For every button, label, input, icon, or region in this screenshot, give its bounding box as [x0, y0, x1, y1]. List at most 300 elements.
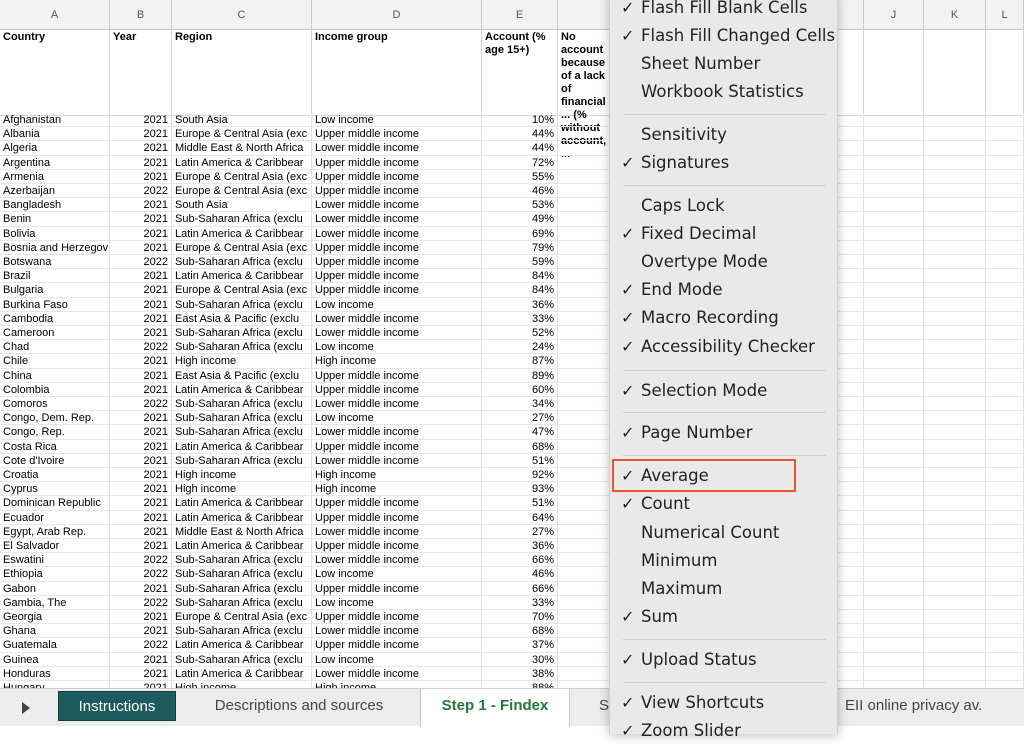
cell-empty[interactable]	[924, 212, 986, 226]
cell-country[interactable]: Albania	[0, 127, 110, 141]
cell-account[interactable]: 84%	[482, 283, 558, 297]
cell-empty[interactable]	[864, 141, 924, 155]
cell-income-group[interactable]: Low income	[312, 298, 482, 312]
table-row[interactable]	[0, 170, 1024, 184]
cell-empty[interactable]	[558, 582, 610, 596]
cell-empty[interactable]	[924, 496, 986, 510]
cell-empty[interactable]	[986, 113, 1024, 127]
cell-empty[interactable]	[924, 468, 986, 482]
cell-income-group[interactable]: Low income	[312, 567, 482, 581]
cell-empty[interactable]	[558, 440, 610, 454]
cell-empty[interactable]	[838, 567, 864, 581]
cell-account[interactable]: 68%	[482, 440, 558, 454]
cell-account[interactable]: 53%	[482, 198, 558, 212]
cell-year[interactable]: 2022	[110, 184, 172, 198]
cell-income-group[interactable]: Upper middle income	[312, 156, 482, 170]
cell-income-group[interactable]: Upper middle income	[312, 255, 482, 269]
cell-empty[interactable]	[838, 312, 864, 326]
cell-empty[interactable]	[924, 255, 986, 269]
cell-region[interactable]: Sub-Saharan Africa (exclu	[172, 567, 312, 581]
cell-empty[interactable]	[986, 312, 1024, 326]
cell-year[interactable]: 2021	[110, 369, 172, 383]
cell-empty[interactable]	[924, 156, 986, 170]
cell-income-group[interactable]: Lower middle income	[312, 624, 482, 638]
cell-empty[interactable]	[986, 525, 1024, 539]
cell-empty[interactable]	[986, 184, 1024, 198]
cell-income-group[interactable]: Upper middle income	[312, 511, 482, 525]
table-row[interactable]	[0, 113, 1024, 127]
cell-country[interactable]: Azerbaijan	[0, 184, 110, 198]
cell-empty[interactable]	[558, 610, 610, 624]
cell-region[interactable]: High income	[172, 354, 312, 368]
cell-empty[interactable]	[986, 482, 1024, 496]
cell-year[interactable]: 2021	[110, 198, 172, 212]
cell-year[interactable]: 2021	[110, 667, 172, 681]
cell-region[interactable]: Europe & Central Asia (exc	[172, 127, 312, 141]
cell-empty[interactable]	[864, 511, 924, 525]
cell-country[interactable]: Costa Rica	[0, 440, 110, 454]
cell-empty[interactable]	[558, 184, 610, 198]
cell-year[interactable]: 2022	[110, 596, 172, 610]
menu-item-sum[interactable]	[610, 603, 839, 631]
cell-empty[interactable]	[864, 255, 924, 269]
table-row[interactable]	[0, 525, 1024, 539]
cell-empty[interactable]	[864, 525, 924, 539]
cell-empty[interactable]	[924, 638, 986, 652]
cell-empty[interactable]	[924, 397, 986, 411]
cell-empty[interactable]	[838, 227, 864, 241]
cell-empty[interactable]	[924, 198, 986, 212]
cell-region[interactable]: Sub-Saharan Africa (exclu	[172, 397, 312, 411]
cell-empty[interactable]	[986, 255, 1024, 269]
cell-empty[interactable]	[838, 340, 864, 354]
cell-empty[interactable]	[864, 383, 924, 397]
cell-year[interactable]: 2021	[110, 298, 172, 312]
cell-empty[interactable]	[558, 653, 610, 667]
cell-empty[interactable]	[986, 596, 1024, 610]
cell-empty[interactable]	[558, 511, 610, 525]
cell-year[interactable]: 2021	[110, 141, 172, 155]
menu-item-macro-recording[interactable]	[610, 304, 839, 332]
table-row[interactable]	[0, 511, 1024, 525]
cell-country[interactable]: Bolivia	[0, 227, 110, 241]
cell-country[interactable]: Congo, Rep.	[0, 425, 110, 439]
cell-region[interactable]: Latin America & Caribbear	[172, 227, 312, 241]
cell-country[interactable]: Eswatini	[0, 553, 110, 567]
cell-income-group[interactable]: Lower middle income	[312, 227, 482, 241]
cell-region[interactable]: Latin America & Caribbear	[172, 539, 312, 553]
cell-region[interactable]: Sub-Saharan Africa (exclu	[172, 425, 312, 439]
cell-empty[interactable]	[558, 269, 610, 283]
cell-empty[interactable]	[986, 638, 1024, 652]
table-row[interactable]	[0, 567, 1024, 581]
cell-income-group[interactable]: Upper middle income	[312, 269, 482, 283]
cell-year[interactable]: 2021	[110, 496, 172, 510]
cell-year[interactable]: 2022	[110, 255, 172, 269]
cell-account[interactable]: 37%	[482, 638, 558, 652]
cell-empty[interactable]	[986, 496, 1024, 510]
cell-empty[interactable]	[986, 468, 1024, 482]
cell-country[interactable]: Colombia	[0, 383, 110, 397]
header-region[interactable]: Region	[172, 30, 312, 116]
cell-year[interactable]: 2021	[110, 113, 172, 127]
cell-region[interactable]: Sub-Saharan Africa (exclu	[172, 212, 312, 226]
cell-empty[interactable]	[986, 653, 1024, 667]
cell-empty[interactable]	[838, 141, 864, 155]
cell-country[interactable]: Afghanistan	[0, 113, 110, 127]
table-row[interactable]	[0, 298, 1024, 312]
cell-country[interactable]: Bosnia and Herzegov	[0, 241, 110, 255]
cell-empty[interactable]	[864, 198, 924, 212]
cell-country[interactable]: Gambia, The	[0, 596, 110, 610]
cell-empty[interactable]	[864, 596, 924, 610]
cell-empty[interactable]	[558, 312, 610, 326]
cell-empty[interactable]	[986, 326, 1024, 340]
cell-empty[interactable]	[558, 638, 610, 652]
header-empty-cell[interactable]	[986, 30, 1024, 116]
cell-country[interactable]: Bangladesh	[0, 198, 110, 212]
cell-empty[interactable]	[558, 482, 610, 496]
cell-year[interactable]: 2021	[110, 354, 172, 368]
cell-empty[interactable]	[558, 141, 610, 155]
cell-country[interactable]: Cyprus	[0, 482, 110, 496]
menu-item-page-number[interactable]	[610, 419, 839, 447]
cell-empty[interactable]	[864, 553, 924, 567]
cell-year[interactable]: 2021	[110, 241, 172, 255]
cell-account[interactable]: 59%	[482, 255, 558, 269]
cell-empty[interactable]	[986, 298, 1024, 312]
cell-year[interactable]: 2021	[110, 539, 172, 553]
tab-instructions[interactable]: Instructions	[58, 691, 176, 721]
cell-year[interactable]: 2021	[110, 511, 172, 525]
cell-account[interactable]: 44%	[482, 127, 558, 141]
cell-region[interactable]: Sub-Saharan Africa (exclu	[172, 624, 312, 638]
cell-empty[interactable]	[864, 624, 924, 638]
cell-empty[interactable]	[558, 411, 610, 425]
cell-region[interactable]: Europe & Central Asia (exc	[172, 170, 312, 184]
cell-year[interactable]: 2021	[110, 440, 172, 454]
cell-empty[interactable]	[924, 141, 986, 155]
cell-region[interactable]: Sub-Saharan Africa (exclu	[172, 454, 312, 468]
cell-account[interactable]: 24%	[482, 340, 558, 354]
cell-income-group[interactable]: Lower middle income	[312, 326, 482, 340]
table-row[interactable]	[0, 610, 1024, 624]
cell-account[interactable]: 87%	[482, 354, 558, 368]
cell-empty[interactable]	[838, 624, 864, 638]
cell-account[interactable]: 38%	[482, 667, 558, 681]
cell-account[interactable]: 69%	[482, 227, 558, 241]
cell-empty[interactable]	[558, 241, 610, 255]
cell-account[interactable]: 72%	[482, 156, 558, 170]
cell-account[interactable]: 10%	[482, 113, 558, 127]
cell-empty[interactable]	[986, 539, 1024, 553]
cell-account[interactable]: 92%	[482, 468, 558, 482]
cell-income-group[interactable]: Upper middle income	[312, 582, 482, 596]
menu-item-zoom-slider[interactable]	[610, 717, 839, 745]
table-row[interactable]	[0, 468, 1024, 482]
cell-country[interactable]: Croatia	[0, 468, 110, 482]
cell-year[interactable]: 2021	[110, 283, 172, 297]
cell-empty[interactable]	[986, 511, 1024, 525]
table-row[interactable]	[0, 411, 1024, 425]
cell-year[interactable]: 2021	[110, 582, 172, 596]
cell-account[interactable]: 64%	[482, 511, 558, 525]
cell-region[interactable]: Latin America & Caribbear	[172, 496, 312, 510]
table-row[interactable]	[0, 454, 1024, 468]
menu-item-upload-status[interactable]	[610, 646, 839, 674]
cell-empty[interactable]	[558, 255, 610, 269]
cell-income-group[interactable]: Upper middle income	[312, 283, 482, 297]
cell-country[interactable]: Armenia	[0, 170, 110, 184]
cell-income-group[interactable]: Upper middle income	[312, 170, 482, 184]
cell-account[interactable]: 33%	[482, 596, 558, 610]
cell-year[interactable]: 2022	[110, 553, 172, 567]
column-header-l[interactable]: L	[986, 0, 1024, 30]
cell-year[interactable]: 2021	[110, 482, 172, 496]
cell-region[interactable]: Sub-Saharan Africa (exclu	[172, 326, 312, 340]
tab-partial[interactable]: S	[599, 697, 610, 714]
cell-empty[interactable]	[924, 354, 986, 368]
cell-empty[interactable]	[924, 482, 986, 496]
cell-empty[interactable]	[864, 454, 924, 468]
menu-item-overtype-mode[interactable]	[610, 248, 839, 276]
menu-item-signatures[interactable]	[610, 149, 839, 177]
cell-income-group[interactable]: Lower middle income	[312, 553, 482, 567]
cell-empty[interactable]	[558, 170, 610, 184]
cell-region[interactable]: Sub-Saharan Africa (exclu	[172, 582, 312, 596]
header-empty-cell[interactable]	[838, 30, 864, 116]
cell-account[interactable]: 89%	[482, 369, 558, 383]
cell-empty[interactable]	[838, 653, 864, 667]
cell-empty[interactable]	[838, 212, 864, 226]
cell-year[interactable]: 2021	[110, 425, 172, 439]
cell-empty[interactable]	[924, 454, 986, 468]
cell-country[interactable]: Georgia	[0, 610, 110, 624]
cell-empty[interactable]	[986, 354, 1024, 368]
cell-empty[interactable]	[924, 312, 986, 326]
cell-empty[interactable]	[838, 638, 864, 652]
cell-region[interactable]: Latin America & Caribbear	[172, 440, 312, 454]
menu-item-flash-fill-blank-cells[interactable]	[610, 0, 839, 22]
table-row[interactable]	[0, 369, 1024, 383]
column-header-d[interactable]: D	[312, 0, 482, 30]
cell-year[interactable]: 2021	[110, 454, 172, 468]
cell-empty[interactable]	[924, 283, 986, 297]
cell-account[interactable]: 66%	[482, 582, 558, 596]
cell-country[interactable]: Chad	[0, 340, 110, 354]
cell-empty[interactable]	[986, 340, 1024, 354]
cell-empty[interactable]	[558, 227, 610, 241]
cell-year[interactable]: 2021	[110, 312, 172, 326]
cell-empty[interactable]	[864, 425, 924, 439]
cell-empty[interactable]	[924, 383, 986, 397]
cell-region[interactable]: Latin America & Caribbear	[172, 156, 312, 170]
cell-country[interactable]: Guinea	[0, 653, 110, 667]
cell-country[interactable]: Guatemala	[0, 638, 110, 652]
cell-empty[interactable]	[986, 141, 1024, 155]
table-row[interactable]	[0, 312, 1024, 326]
cell-account[interactable]: 60%	[482, 383, 558, 397]
cell-year[interactable]: 2021	[110, 468, 172, 482]
cell-empty[interactable]	[838, 553, 864, 567]
cell-region[interactable]: Middle East & North Africa	[172, 525, 312, 539]
cell-year[interactable]: 2021	[110, 383, 172, 397]
cell-country[interactable]: Comoros	[0, 397, 110, 411]
cell-empty[interactable]	[838, 511, 864, 525]
cell-empty[interactable]	[924, 425, 986, 439]
cell-empty[interactable]	[838, 667, 864, 681]
table-row[interactable]	[0, 539, 1024, 553]
cell-empty[interactable]	[986, 397, 1024, 411]
cell-country[interactable]: Algeria	[0, 141, 110, 155]
column-header-a[interactable]: A	[0, 0, 110, 30]
cell-empty[interactable]	[864, 354, 924, 368]
cell-empty[interactable]	[838, 496, 864, 510]
cell-empty[interactable]	[838, 127, 864, 141]
column-header-k[interactable]: K	[924, 0, 986, 30]
tab-descriptions-and-sources[interactable]: Descriptions and sources	[214, 697, 384, 714]
cell-empty[interactable]	[924, 624, 986, 638]
table-row[interactable]	[0, 582, 1024, 596]
cell-empty[interactable]	[864, 539, 924, 553]
table-row[interactable]	[0, 283, 1024, 297]
cell-empty[interactable]	[986, 283, 1024, 297]
cell-empty[interactable]	[838, 383, 864, 397]
cell-region[interactable]: Europe & Central Asia (exc	[172, 241, 312, 255]
cell-empty[interactable]	[986, 454, 1024, 468]
table-row[interactable]	[0, 127, 1024, 141]
menu-item-end-mode[interactable]	[610, 276, 839, 304]
cell-year[interactable]: 2021	[110, 326, 172, 340]
cell-income-group[interactable]: Lower middle income	[312, 312, 482, 326]
cell-income-group[interactable]: Lower middle income	[312, 141, 482, 155]
cell-country[interactable]: Dominican Republic	[0, 496, 110, 510]
cell-region[interactable]: East Asia & Pacific (exclu	[172, 369, 312, 383]
cell-income-group[interactable]: Upper middle income	[312, 127, 482, 141]
cell-region[interactable]: Sub-Saharan Africa (exclu	[172, 411, 312, 425]
header-income-group[interactable]: Income group	[312, 30, 482, 116]
cell-year[interactable]: 2021	[110, 411, 172, 425]
cell-country[interactable]: El Salvador	[0, 539, 110, 553]
cell-empty[interactable]	[558, 468, 610, 482]
cell-empty[interactable]	[924, 269, 986, 283]
cell-empty[interactable]	[924, 298, 986, 312]
cell-income-group[interactable]: Lower middle income	[312, 454, 482, 468]
cell-region[interactable]: South Asia	[172, 198, 312, 212]
cell-empty[interactable]	[986, 269, 1024, 283]
cell-empty[interactable]	[558, 298, 610, 312]
cell-income-group[interactable]: Lower middle income	[312, 667, 482, 681]
cell-year[interactable]: 2021	[110, 653, 172, 667]
cell-empty[interactable]	[838, 482, 864, 496]
cell-empty[interactable]	[986, 156, 1024, 170]
table-row[interactable]	[0, 198, 1024, 212]
cell-empty[interactable]	[986, 411, 1024, 425]
cell-empty[interactable]	[924, 610, 986, 624]
cell-empty[interactable]	[864, 411, 924, 425]
cell-account[interactable]: 84%	[482, 269, 558, 283]
menu-item-caps-lock[interactable]	[610, 192, 839, 220]
cell-account[interactable]: 30%	[482, 653, 558, 667]
cell-income-group[interactable]: Low income	[312, 411, 482, 425]
cell-empty[interactable]	[864, 667, 924, 681]
cell-account[interactable]: 52%	[482, 326, 558, 340]
cell-empty[interactable]	[558, 383, 610, 397]
cell-country[interactable]: Gabon	[0, 582, 110, 596]
table-row[interactable]	[0, 156, 1024, 170]
cell-year[interactable]: 2021	[110, 170, 172, 184]
menu-item-view-shortcuts[interactable]	[610, 689, 839, 717]
cell-empty[interactable]	[924, 227, 986, 241]
cell-empty[interactable]	[924, 539, 986, 553]
cell-empty[interactable]	[558, 624, 610, 638]
cell-account[interactable]: 51%	[482, 496, 558, 510]
cell-empty[interactable]	[864, 440, 924, 454]
cell-empty[interactable]	[838, 425, 864, 439]
cell-empty[interactable]	[924, 653, 986, 667]
menu-item-maximum[interactable]	[610, 575, 839, 603]
cell-year[interactable]: 2021	[110, 610, 172, 624]
menu-item-selection-mode[interactable]	[610, 377, 839, 405]
cell-empty[interactable]	[864, 269, 924, 283]
cell-income-group[interactable]: Upper middle income	[312, 638, 482, 652]
cell-empty[interactable]	[558, 354, 610, 368]
cell-empty[interactable]	[558, 156, 610, 170]
table-row[interactable]	[0, 340, 1024, 354]
cell-account[interactable]: 44%	[482, 141, 558, 155]
cell-country[interactable]: Bulgaria	[0, 283, 110, 297]
cell-empty[interactable]	[558, 113, 610, 127]
cell-empty[interactable]	[864, 212, 924, 226]
column-header-c[interactable]: C	[172, 0, 312, 30]
cell-empty[interactable]	[838, 113, 864, 127]
cell-region[interactable]: Sub-Saharan Africa (exclu	[172, 340, 312, 354]
cell-empty[interactable]	[924, 241, 986, 255]
cell-empty[interactable]	[986, 198, 1024, 212]
cell-empty[interactable]	[838, 582, 864, 596]
cell-empty[interactable]	[864, 156, 924, 170]
cell-account[interactable]: 68%	[482, 624, 558, 638]
cell-empty[interactable]	[838, 255, 864, 269]
cell-empty[interactable]	[838, 610, 864, 624]
cell-region[interactable]: Middle East & North Africa	[172, 141, 312, 155]
cell-country[interactable]: Benin	[0, 212, 110, 226]
menu-item-accessibility-checker[interactable]	[610, 333, 839, 361]
header-empty-cell[interactable]	[924, 30, 986, 116]
cell-income-group[interactable]: Lower middle income	[312, 425, 482, 439]
table-row[interactable]	[0, 269, 1024, 283]
cell-country[interactable]: Ghana	[0, 624, 110, 638]
cell-empty[interactable]	[838, 454, 864, 468]
cell-account[interactable]: 47%	[482, 425, 558, 439]
cell-income-group[interactable]: Upper middle income	[312, 184, 482, 198]
menu-item-minimum[interactable]	[610, 547, 839, 575]
cell-empty[interactable]	[986, 624, 1024, 638]
cell-year[interactable]: 2021	[110, 227, 172, 241]
table-row[interactable]	[0, 212, 1024, 226]
cell-empty[interactable]	[986, 170, 1024, 184]
cell-empty[interactable]	[838, 269, 864, 283]
table-row[interactable]	[0, 653, 1024, 667]
cell-country[interactable]: Congo, Dem. Rep.	[0, 411, 110, 425]
cell-empty[interactable]	[986, 241, 1024, 255]
table-row[interactable]	[0, 354, 1024, 368]
cell-income-group[interactable]: Lower middle income	[312, 198, 482, 212]
cell-income-group[interactable]: High income	[312, 354, 482, 368]
table-row[interactable]	[0, 482, 1024, 496]
cell-income-group[interactable]: Low income	[312, 596, 482, 610]
table-row[interactable]	[0, 624, 1024, 638]
